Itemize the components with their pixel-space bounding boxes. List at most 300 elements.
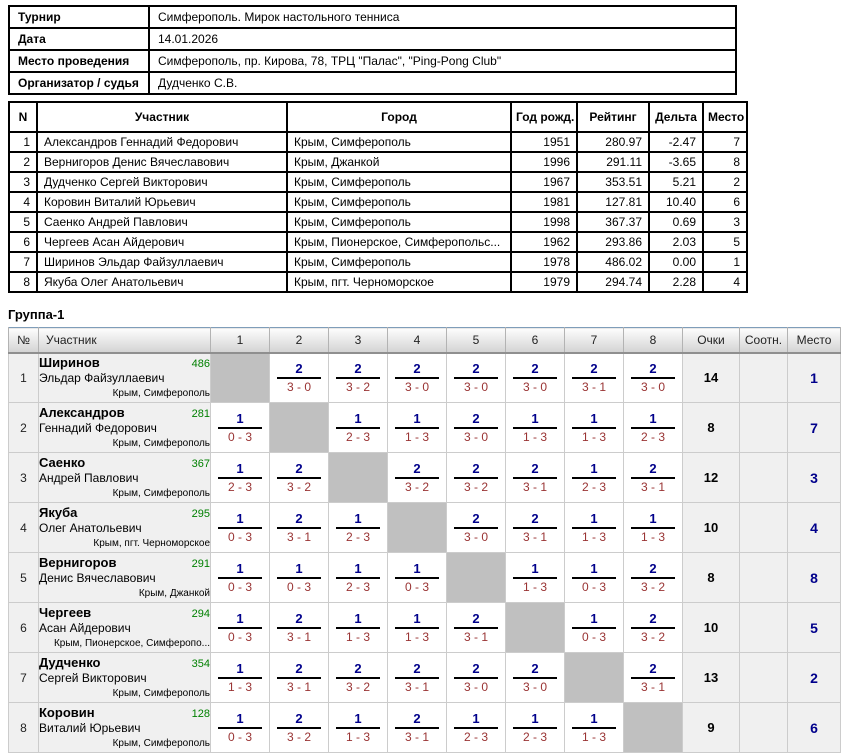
match-score: 2 - 3 — [463, 730, 488, 744]
match-result-cell — [506, 703, 565, 753]
group-title: Группа-1 — [8, 307, 65, 322]
info-row — [9, 6, 736, 28]
participant-line1 — [39, 456, 210, 471]
group-col-header-place: Место — [788, 328, 841, 353]
score-divider — [513, 527, 557, 529]
match-score: 1 - 3 — [404, 430, 429, 444]
match-result-cell — [329, 403, 388, 453]
col-header-participant: Участник — [37, 102, 287, 132]
participant-delta: 0.69 — [649, 212, 703, 232]
info-row — [9, 28, 736, 50]
group-place: 7 — [788, 403, 841, 453]
participant-surname: Вернигоров — [39, 554, 117, 570]
participant-rating: 486.02 — [577, 252, 649, 272]
info-value-venue: Симферополь, пр. Кирова, 78, ТРЦ "Палас", "Ping-Pong Club" — [149, 50, 736, 72]
match-result-cell — [565, 503, 624, 553]
participant-number: 1 — [9, 132, 37, 152]
score-divider — [572, 477, 616, 479]
match-points-won: 1 — [236, 461, 244, 476]
participants-row — [9, 212, 747, 232]
match-result-cell — [624, 403, 683, 453]
group-row-number: 1 — [9, 353, 39, 403]
participant-place: 6 — [703, 192, 747, 212]
match-score: 3 - 1 — [286, 530, 311, 544]
participant-surname: Саенко — [39, 454, 86, 470]
match-points-won: 1 — [413, 611, 421, 626]
match-points-won: 2 — [649, 611, 657, 626]
score-divider — [277, 577, 321, 579]
match-result-cell — [624, 353, 683, 403]
participant-birth-year: 1996 — [511, 152, 577, 172]
participants-row — [9, 192, 747, 212]
match-score: 2 - 3 — [345, 580, 370, 594]
match-score: 3 - 0 — [463, 680, 488, 694]
match-result-cell — [211, 603, 270, 653]
self-match-cell — [270, 403, 329, 453]
match-points-won: 1 — [531, 411, 539, 426]
match-score: 3 - 0 — [463, 530, 488, 544]
self-match-cell — [329, 453, 388, 503]
match-points-won: 2 — [531, 361, 539, 377]
score-divider — [277, 377, 321, 379]
score-divider — [454, 377, 498, 379]
group-row-number: 4 — [9, 503, 39, 553]
group-ratio — [740, 453, 788, 503]
match-result-cell — [329, 503, 388, 553]
match-score: 1 - 3 — [522, 430, 547, 444]
match-score: 3 - 2 — [463, 480, 488, 494]
group-participant-cell — [39, 353, 211, 403]
match-points-won: 2 — [472, 461, 480, 476]
participants-row — [9, 172, 747, 192]
match-result-cell — [211, 503, 270, 553]
match-result-cell — [565, 703, 624, 753]
match-points-won: 1 — [590, 711, 598, 726]
group-col-header-opponent-5: 5 — [447, 328, 506, 353]
participants-row — [9, 232, 747, 252]
score-divider — [631, 627, 675, 629]
match-points-won: 1 — [354, 561, 362, 576]
match-result-cell — [329, 653, 388, 703]
self-match-cell — [506, 603, 565, 653]
score-divider — [454, 627, 498, 629]
match-points-won: 2 — [295, 511, 303, 526]
group-col-header-num: № — [9, 328, 39, 353]
group-col-header-opponent-3: 3 — [329, 328, 388, 353]
match-score: 3 - 0 — [404, 380, 429, 395]
group-col-header-opponent-7: 7 — [565, 328, 624, 353]
match-result-cell — [211, 553, 270, 603]
group-place: 6 — [788, 703, 841, 753]
match-score: 3 - 1 — [581, 380, 606, 395]
info-value-tournament: Симферополь. Мирок настольного тенниса — [149, 6, 736, 28]
participant-name: Чергеев Асан Айдерович — [37, 232, 287, 252]
match-score: 0 - 3 — [581, 580, 606, 594]
match-points-won: 2 — [295, 361, 303, 377]
match-points-won: 2 — [413, 361, 421, 377]
participant-name: Коровин Виталий Юрьевич — [37, 192, 287, 212]
group-row-number: 2 — [9, 403, 39, 453]
score-divider — [336, 527, 380, 529]
score-divider — [631, 427, 675, 429]
match-result-cell — [211, 403, 270, 453]
participant-given-name: Сергей Викторович — [39, 670, 147, 685]
match-result-cell — [624, 503, 683, 553]
group-row — [9, 703, 841, 753]
participant-name: Александров Геннадий Федорович — [37, 132, 287, 152]
group-row-number: 8 — [9, 703, 39, 753]
participant-birth-year: 1981 — [511, 192, 577, 212]
match-points-won: 2 — [295, 711, 303, 726]
group-participant-cell — [39, 603, 211, 653]
match-points-won: 2 — [472, 411, 480, 426]
match-result-cell — [506, 653, 565, 703]
participant-birth-year: 1978 — [511, 252, 577, 272]
match-result-cell — [388, 553, 447, 603]
participant-birth-year: 1967 — [511, 172, 577, 192]
match-points-won: 1 — [590, 461, 598, 476]
match-result-cell — [270, 703, 329, 753]
match-points-won: 1 — [236, 411, 244, 426]
participant-place: 4 — [703, 272, 747, 292]
match-score: 3 - 0 — [640, 380, 665, 395]
participants-header-row — [9, 102, 747, 132]
match-result-cell — [270, 653, 329, 703]
participant-delta: -2.47 — [649, 132, 703, 152]
participant-city: Крым, Симферополь — [287, 192, 511, 212]
match-points-won: 1 — [236, 561, 244, 576]
match-result-cell — [565, 603, 624, 653]
self-match-cell — [388, 503, 447, 553]
score-divider — [454, 477, 498, 479]
match-score: 3 - 1 — [404, 680, 429, 694]
group-col-header-points: Очки — [683, 328, 740, 353]
match-points-won: 1 — [354, 611, 362, 626]
self-match-cell — [624, 703, 683, 753]
participants-row — [9, 152, 747, 172]
match-points-won: 1 — [649, 511, 657, 526]
score-divider — [454, 677, 498, 679]
score-divider — [218, 727, 262, 729]
match-points-won: 2 — [531, 511, 539, 526]
group-points: 8 — [683, 403, 740, 453]
participant-city: Крым, Симферополь — [287, 172, 511, 192]
score-divider — [277, 727, 321, 729]
group-place: 4 — [788, 503, 841, 553]
score-divider — [454, 527, 498, 529]
match-score: 1 - 3 — [522, 580, 547, 594]
participant-given-name: Эльдар Файзуллаевич — [39, 370, 165, 385]
match-result-cell — [270, 453, 329, 503]
group-results-table — [8, 327, 841, 753]
participants-row — [9, 252, 747, 272]
info-row — [9, 72, 736, 94]
score-divider — [218, 477, 262, 479]
participant-place: 7 — [703, 132, 747, 152]
group-ratio — [740, 403, 788, 453]
score-divider — [572, 377, 616, 379]
match-result-cell — [565, 453, 624, 503]
participants-row — [9, 272, 747, 292]
col-header-place: Место — [703, 102, 747, 132]
score-divider — [513, 577, 557, 579]
participant-place: 1 — [703, 252, 747, 272]
match-score: 3 - 1 — [522, 530, 547, 544]
score-divider — [277, 627, 321, 629]
participant-place: 8 — [703, 152, 747, 172]
participant-city: Крым, Симферополь — [287, 212, 511, 232]
group-row-number: 7 — [9, 653, 39, 703]
group-participant-cell — [39, 453, 211, 503]
score-divider — [218, 677, 262, 679]
match-score: 2 - 3 — [581, 480, 606, 494]
participant-rating: 354 — [191, 657, 210, 670]
participant-number: 4 — [9, 192, 37, 212]
participant-city: Крым, Симферополь — [112, 687, 210, 699]
match-result-cell — [388, 653, 447, 703]
participant-line1 — [39, 406, 210, 421]
participants-row — [9, 132, 747, 152]
group-row — [9, 503, 841, 553]
participant-number: 7 — [9, 252, 37, 272]
match-result-cell — [506, 353, 565, 403]
participant-given-name: Асан Айдерович — [39, 620, 131, 635]
match-points-won: 2 — [413, 711, 421, 726]
participant-name: Ширинов Эльдар Файзуллаевич — [37, 252, 287, 272]
match-points-won: 2 — [531, 461, 539, 476]
match-points-won: 1 — [236, 611, 244, 626]
match-score: 2 - 3 — [345, 530, 370, 544]
participant-place: 2 — [703, 172, 747, 192]
match-result-cell — [447, 403, 506, 453]
score-divider — [513, 677, 557, 679]
score-divider — [631, 677, 675, 679]
match-points-won: 2 — [472, 361, 480, 377]
match-result-cell — [211, 703, 270, 753]
match-points-won: 1 — [295, 561, 303, 576]
score-divider — [277, 677, 321, 679]
participant-birth-year: 1951 — [511, 132, 577, 152]
match-result-cell — [388, 403, 447, 453]
info-label-organizer: Организатор / судья — [9, 72, 149, 94]
group-participant-cell — [39, 703, 211, 753]
match-result-cell — [270, 603, 329, 653]
match-score: 3 - 1 — [286, 680, 311, 694]
group-ratio — [740, 503, 788, 553]
score-divider — [336, 577, 380, 579]
info-label-date: Дата — [9, 28, 149, 50]
score-divider — [218, 627, 262, 629]
match-points-won: 2 — [472, 661, 480, 676]
participant-rating: 294 — [191, 607, 210, 620]
match-result-cell — [388, 453, 447, 503]
participant-rating: 128 — [191, 707, 210, 720]
match-result-cell — [329, 353, 388, 403]
match-points-won: 1 — [354, 711, 362, 726]
group-points: 14 — [683, 353, 740, 403]
match-score: 3 - 2 — [286, 480, 311, 494]
group-row-number: 5 — [9, 553, 39, 603]
group-header-row — [9, 328, 841, 353]
match-points-won: 2 — [590, 361, 598, 377]
match-result-cell — [388, 603, 447, 653]
match-points-won: 2 — [295, 661, 303, 676]
group-points: 13 — [683, 653, 740, 703]
participant-given-name: Виталий Юрьевич — [39, 720, 141, 735]
self-match-cell — [565, 653, 624, 703]
group-row — [9, 553, 841, 603]
match-points-won: 1 — [472, 711, 480, 726]
group-row-number: 6 — [9, 603, 39, 653]
match-result-cell — [506, 403, 565, 453]
participant-delta: 0.00 — [649, 252, 703, 272]
col-header-n: N — [9, 102, 37, 132]
score-divider — [631, 477, 675, 479]
participant-given-name: Геннадий Федорович — [39, 420, 157, 435]
score-divider — [336, 377, 380, 379]
score-divider — [454, 427, 498, 429]
score-divider — [336, 677, 380, 679]
match-score: 1 - 3 — [345, 630, 370, 644]
group-row — [9, 403, 841, 453]
participant-surname: Александров — [39, 404, 125, 420]
match-score: 3 - 2 — [404, 480, 429, 494]
participant-given-name: Денис Вячеславович — [39, 570, 156, 585]
info-label-venue: Место проведения — [9, 50, 149, 72]
col-header-birth-year: Год рожд. — [511, 102, 577, 132]
group-row — [9, 653, 841, 703]
score-divider — [631, 527, 675, 529]
participant-rating: 486 — [191, 357, 210, 370]
participant-rating: 367.37 — [577, 212, 649, 232]
match-score: 1 - 3 — [345, 730, 370, 744]
participant-birth-year: 1998 — [511, 212, 577, 232]
info-value-date: 14.01.2026 — [149, 28, 736, 50]
score-divider — [277, 527, 321, 529]
score-divider — [513, 377, 557, 379]
match-result-cell — [624, 653, 683, 703]
match-score: 3 - 1 — [522, 480, 547, 494]
match-score: 1 - 3 — [581, 430, 606, 444]
participant-given-name: Олег Анатольевич — [39, 520, 142, 535]
score-divider — [395, 577, 439, 579]
match-result-cell — [447, 703, 506, 753]
group-participant-cell — [39, 553, 211, 603]
match-points-won: 2 — [649, 461, 657, 476]
match-points-won: 2 — [354, 661, 362, 676]
match-result-cell — [211, 453, 270, 503]
match-score: 3 - 0 — [522, 680, 547, 694]
group-place: 2 — [788, 653, 841, 703]
match-result-cell — [329, 553, 388, 603]
match-result-cell — [447, 453, 506, 503]
match-score: 2 - 3 — [345, 430, 370, 444]
match-score: 0 - 3 — [227, 730, 252, 744]
participant-birth-year: 1979 — [511, 272, 577, 292]
participant-city: Крым, Симферополь — [112, 737, 210, 749]
match-score: 0 - 3 — [286, 580, 311, 594]
match-score: 0 - 3 — [227, 530, 252, 544]
match-result-cell — [447, 603, 506, 653]
participant-surname: Чергеев — [39, 604, 92, 620]
match-result-cell — [624, 553, 683, 603]
match-result-cell — [211, 653, 270, 703]
group-row — [9, 353, 841, 403]
group-row — [9, 453, 841, 503]
group-ratio — [740, 353, 788, 403]
match-points-won: 1 — [590, 611, 598, 626]
info-row — [9, 50, 736, 72]
score-divider — [572, 577, 616, 579]
group-points: 12 — [683, 453, 740, 503]
match-score: 0 - 3 — [227, 430, 252, 444]
participant-city: Крым, Пионерское, Симферопольс... — [287, 232, 511, 252]
participant-given-name: Андрей Павлович — [39, 470, 139, 485]
match-result-cell — [565, 403, 624, 453]
group-row — [9, 603, 841, 653]
participant-rating: 127.81 — [577, 192, 649, 212]
match-score: 1 - 3 — [404, 630, 429, 644]
score-divider — [395, 427, 439, 429]
participant-rating: 291 — [191, 557, 210, 570]
self-match-cell — [211, 353, 270, 403]
match-result-cell — [388, 353, 447, 403]
match-score: 3 - 1 — [640, 680, 665, 694]
match-result-cell — [624, 453, 683, 503]
participant-rating: 291.11 — [577, 152, 649, 172]
match-score: 3 - 0 — [286, 380, 311, 395]
match-result-cell — [447, 353, 506, 403]
match-result-cell — [506, 503, 565, 553]
score-divider — [395, 477, 439, 479]
participant-city: Крым, Пионерское, Симферопо... — [53, 637, 210, 649]
participant-city: Крым, Джанкой — [287, 152, 511, 172]
score-divider — [631, 377, 675, 379]
match-points-won: 2 — [649, 361, 657, 377]
match-points-won: 2 — [413, 461, 421, 476]
match-points-won: 1 — [236, 661, 244, 676]
match-points-won: 1 — [590, 411, 598, 426]
score-divider — [513, 727, 557, 729]
participant-line1 — [39, 356, 210, 371]
participant-birth-year: 1962 — [511, 232, 577, 252]
match-result-cell — [270, 553, 329, 603]
col-header-city: Город — [287, 102, 511, 132]
match-score: 2 - 3 — [522, 730, 547, 744]
score-divider — [395, 727, 439, 729]
participant-rating: 353.51 — [577, 172, 649, 192]
match-result-cell — [565, 353, 624, 403]
match-result-cell — [624, 603, 683, 653]
match-result-cell — [447, 503, 506, 553]
group-ratio — [740, 653, 788, 703]
match-points-won: 1 — [413, 411, 421, 426]
score-divider — [218, 577, 262, 579]
group-place: 5 — [788, 603, 841, 653]
group-row-number: 3 — [9, 453, 39, 503]
match-points-won: 2 — [472, 511, 480, 526]
match-result-cell — [388, 703, 447, 753]
participant-city: Крым, Симферополь — [287, 252, 511, 272]
match-result-cell — [506, 553, 565, 603]
match-score: 3 - 1 — [286, 630, 311, 644]
match-score: 3 - 1 — [640, 480, 665, 494]
match-result-cell — [447, 653, 506, 703]
participant-rating: 293.86 — [577, 232, 649, 252]
match-points-won: 1 — [236, 511, 244, 526]
match-score: 3 - 2 — [640, 630, 665, 644]
participant-rating: 294.74 — [577, 272, 649, 292]
